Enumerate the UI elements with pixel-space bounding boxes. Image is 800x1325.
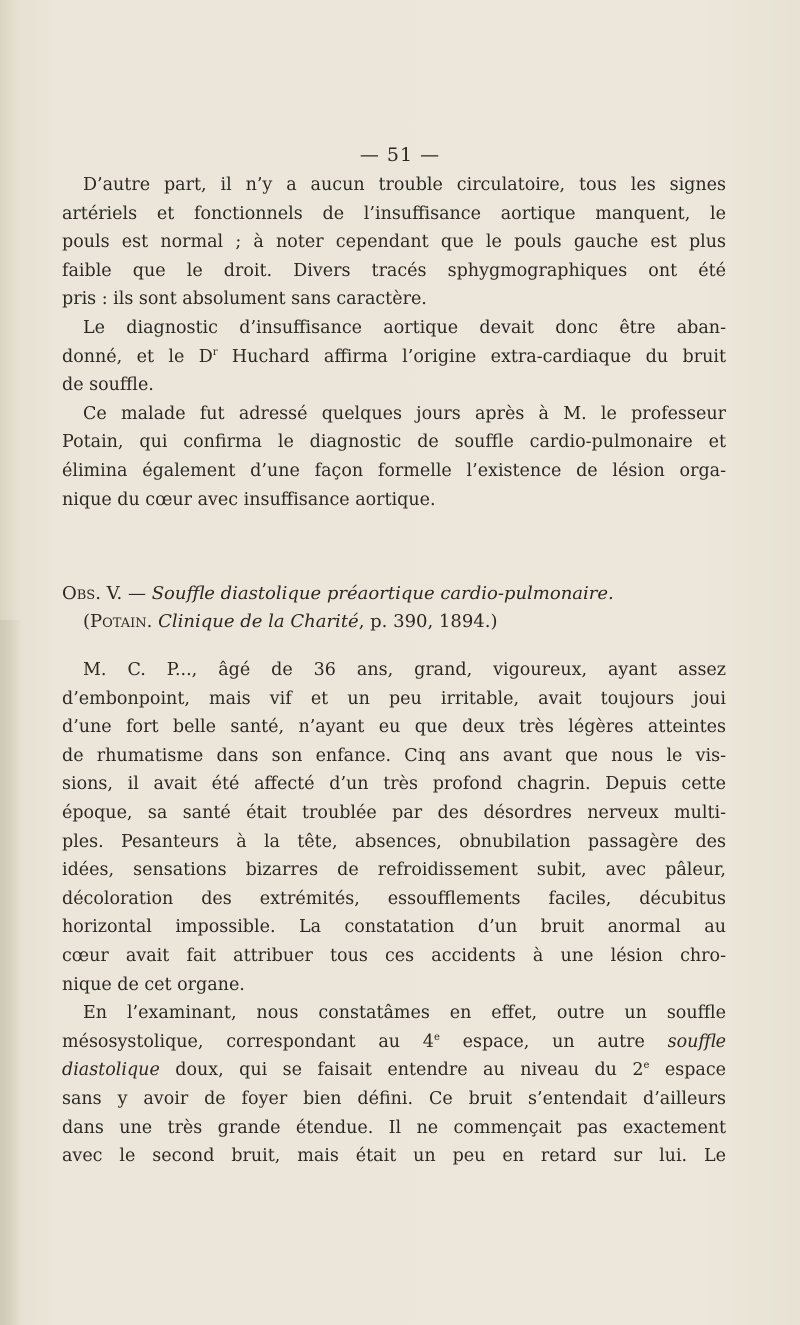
text-line: de souffle.: [62, 375, 154, 396]
page-edge-shadow: [0, 620, 22, 1325]
text-line: sions, il avait été affecté d’un très profond chagrin. Depuis cette: [62, 774, 726, 795]
text-line: artériels et fonctionnels de l’insuffisance aortique manquent, le: [62, 203, 726, 224]
observation-source: (Potain. Clinique de la Charité, p. 390, 1894.): [83, 611, 498, 632]
text-line: de rhumatisme dans son enfance. Cinq ans avant que nous le vis-: [62, 745, 726, 766]
text-line: nique du cœur avec insuffisance aortique.: [62, 489, 436, 510]
text-line: pouls est normal ; à noter cependant que le pouls gauche est plus: [62, 232, 726, 253]
paragraph-1: [62, 171, 726, 514]
text-line: Le diagnostic d’insuffisance aortique devait donc être aban-: [83, 317, 726, 338]
text-line: dans une très grande étendue. Il ne commençait pas exactement: [62, 1117, 726, 1138]
paragraph-4: [62, 656, 726, 1171]
text-line: horizontal impossible. La constatation d’un bruit anormal au: [62, 917, 726, 938]
text-line: Ce malade fut adressé quelques jours après à M. le professeur: [83, 403, 726, 424]
text-line: faible que le droit. Divers tracés sphygmographiques ont été: [62, 260, 726, 281]
text-line: époque, sa santé était troublée par des désordres nerveux multi-: [62, 802, 726, 823]
text-line: M. C. P..., âgé de 36 ans, grand, vigoureux, ayant assez: [83, 660, 726, 680]
text-line: avec le second bruit, mais était un peu en retard sur lui. Le: [62, 1146, 726, 1167]
text-line: d’embonpoint, mais vif et un peu irritable, avait toujours joui: [62, 688, 726, 709]
text-line: décoloration des extrémités, essoufflements faciles, décubitus: [62, 888, 726, 909]
text-line: pris : ils sont absolument sans caractère.: [62, 289, 427, 310]
text-line: mésosystolique, correspondant au 4e espace, un autre souffle: [62, 1031, 726, 1052]
text-line: Potain, qui confirma le diagnostic de souffle cardio-pulmonaire et: [62, 432, 726, 453]
text-line: nique de cet organe.: [62, 974, 245, 995]
text-line: élimina également d’une façon formelle l’existence de lésion orga-: [62, 460, 726, 481]
text-line: En l’examinant, nous constatâmes en effet, outre un souffle: [83, 1003, 726, 1024]
text-line: cœur avait fait attribuer tous ces accidents à une lésion chro-: [62, 945, 726, 966]
text-line: D’autre part, il n’y a aucun trouble circulatoire, tous les signes: [83, 175, 726, 195]
text-line: d’une fort belle santé, n’ayant eu que deux très légères atteintes: [62, 717, 726, 738]
observation-heading: Obs. V. — Souffle diastolique préaortique cardio-pulmonaire.: [62, 583, 614, 604]
text-line: diastolique doux, qui se faisait entendre au niveau du 2e espace: [62, 1060, 726, 1081]
text-line: ples. Pesanteurs à la tête, absences, obnubilation passagère des: [62, 831, 726, 852]
text-line: sans y avoir de foyer bien défini. Ce bruit s’entendait d’ailleurs: [62, 1088, 726, 1109]
text-line: idées, sensations bizarres de refroidissement subit, avec pâleur,: [62, 860, 726, 881]
text-line: donné, et le $D^r$ Huchard affirma l’origine extra-cardiaque du bruit: [62, 346, 726, 367]
page-number: — 51 —: [359, 144, 441, 166]
